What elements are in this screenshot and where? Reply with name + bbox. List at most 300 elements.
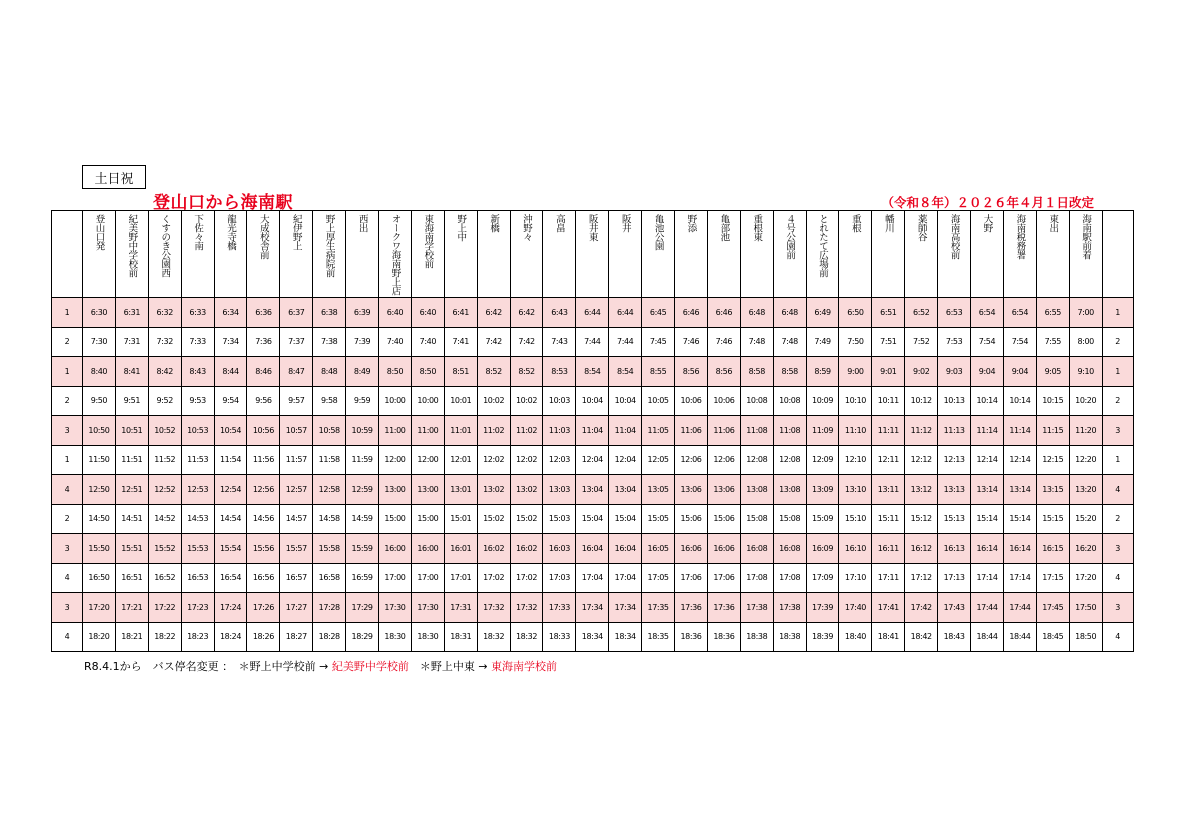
time-cell: 17:38 <box>773 593 806 623</box>
time-cell: 11:02 <box>510 416 543 446</box>
time-cell: 7:41 <box>444 327 477 357</box>
time-cell: 8:54 <box>609 357 642 387</box>
route-number: 3 <box>52 416 83 446</box>
time-cell: 11:05 <box>642 416 675 446</box>
time-cell: 6:51 <box>872 298 905 328</box>
time-cell: 16:00 <box>379 534 412 564</box>
time-cell: 15:15 <box>1036 504 1069 534</box>
time-cell: 12:08 <box>740 445 773 475</box>
time-cell: 6:41 <box>444 298 477 328</box>
time-cell: 9:04 <box>1003 357 1036 387</box>
time-cell: 6:42 <box>510 298 543 328</box>
time-cell: 16:13 <box>938 534 971 564</box>
time-cell: 11:09 <box>806 416 839 446</box>
time-cell: 10:59 <box>346 416 379 446</box>
time-cell: 7:43 <box>543 327 576 357</box>
stop-header <box>181 211 214 298</box>
stop-name: 海南税務署 <box>1014 214 1026 259</box>
time-cell: 17:44 <box>971 593 1004 623</box>
time-cell: 6:40 <box>411 298 444 328</box>
time-cell: 7:54 <box>1003 327 1036 357</box>
stop-header <box>148 211 181 298</box>
time-cell: 16:20 <box>1069 534 1102 564</box>
time-cell: 15:59 <box>346 534 379 564</box>
time-cell: 17:20 <box>1069 563 1102 593</box>
time-cell: 15:02 <box>477 504 510 534</box>
time-cell: 16:14 <box>1003 534 1036 564</box>
time-cell: 18:29 <box>346 622 379 652</box>
time-cell: 6:36 <box>247 298 280 328</box>
time-cell: 17:06 <box>707 563 740 593</box>
stop-header <box>872 211 905 298</box>
time-cell: 8:00 <box>1069 327 1102 357</box>
time-cell: 17:35 <box>642 593 675 623</box>
time-cell: 6:55 <box>1036 298 1069 328</box>
time-cell: 16:06 <box>675 534 708 564</box>
time-cell: 10:57 <box>280 416 313 446</box>
time-cell: 9:57 <box>280 386 313 416</box>
time-cell: 11:01 <box>444 416 477 446</box>
stop-name: 重根 <box>849 214 861 232</box>
time-cell: 12:00 <box>379 445 412 475</box>
time-cell: 11:03 <box>543 416 576 446</box>
time-cell: 8:50 <box>379 357 412 387</box>
time-cell: 7:40 <box>379 327 412 357</box>
time-cell: 17:30 <box>411 593 444 623</box>
time-cell: 15:02 <box>510 504 543 534</box>
time-cell: 10:54 <box>214 416 247 446</box>
time-cell: 15:08 <box>773 504 806 534</box>
time-cell: 16:53 <box>181 563 214 593</box>
time-cell: 10:12 <box>905 386 938 416</box>
time-cell: 18:40 <box>839 622 872 652</box>
time-cell: 12:06 <box>707 445 740 475</box>
time-cell: 16:04 <box>609 534 642 564</box>
time-cell: 8:48 <box>313 357 346 387</box>
time-cell: 6:30 <box>83 298 116 328</box>
route-number: 3 <box>52 593 83 623</box>
time-cell: 14:59 <box>346 504 379 534</box>
time-cell: 6:53 <box>938 298 971 328</box>
time-cell: 18:50 <box>1069 622 1102 652</box>
stop-name: 大成校舎前 <box>257 214 269 259</box>
stop-header <box>1003 211 1036 298</box>
time-cell: 11:02 <box>477 416 510 446</box>
time-cell: 15:11 <box>872 504 905 534</box>
time-cell: 7:52 <box>905 327 938 357</box>
time-cell: 18:35 <box>642 622 675 652</box>
time-cell: 17:06 <box>675 563 708 593</box>
time-cell: 8:41 <box>115 357 148 387</box>
time-cell: 17:14 <box>971 563 1004 593</box>
time-cell: 12:57 <box>280 475 313 505</box>
header-blank-cell <box>52 211 83 298</box>
stop-header <box>707 211 740 298</box>
stop-name: くすのき公園西 <box>159 214 171 277</box>
time-cell: 17:00 <box>379 563 412 593</box>
time-cell: 13:15 <box>1036 475 1069 505</box>
time-cell: 18:36 <box>675 622 708 652</box>
time-cell: 16:57 <box>280 563 313 593</box>
stop-name: 沖野々 <box>521 214 533 241</box>
route-number: 2 <box>52 327 83 357</box>
time-cell: 8:43 <box>181 357 214 387</box>
time-cell: 13:12 <box>905 475 938 505</box>
time-cell: 11:20 <box>1069 416 1102 446</box>
time-cell: 12:02 <box>510 445 543 475</box>
time-cell: 17:36 <box>707 593 740 623</box>
time-cell: 10:14 <box>971 386 1004 416</box>
stop-header <box>280 211 313 298</box>
time-cell: 10:00 <box>411 386 444 416</box>
time-cell: 11:14 <box>1003 416 1036 446</box>
time-cell: 16:06 <box>707 534 740 564</box>
time-cell: 16:01 <box>444 534 477 564</box>
time-cell: 16:08 <box>740 534 773 564</box>
time-cell: 8:53 <box>543 357 576 387</box>
stop-header <box>971 211 1004 298</box>
time-cell: 15:50 <box>83 534 116 564</box>
timetable <box>51 210 1134 652</box>
time-cell: 17:11 <box>872 563 905 593</box>
time-cell: 6:31 <box>115 298 148 328</box>
route-number-end: 1 <box>1102 357 1133 387</box>
time-cell: 12:14 <box>971 445 1004 475</box>
time-cell: 16:04 <box>576 534 609 564</box>
time-cell: 9:02 <box>905 357 938 387</box>
revision-date: （令和８年）２０２６年４月１日改定 <box>881 195 1094 210</box>
time-cell: 7:31 <box>115 327 148 357</box>
time-cell: 11:00 <box>379 416 412 446</box>
time-cell: 18:43 <box>938 622 971 652</box>
time-cell: 6:43 <box>543 298 576 328</box>
time-cell: 9:01 <box>872 357 905 387</box>
time-cell: 7:33 <box>181 327 214 357</box>
time-cell: 13:04 <box>609 475 642 505</box>
route-number-end: 3 <box>1102 593 1133 623</box>
stop-header <box>477 211 510 298</box>
time-cell: 13:00 <box>411 475 444 505</box>
stop-header <box>115 211 148 298</box>
time-cell: 7:46 <box>675 327 708 357</box>
time-cell: 12:10 <box>839 445 872 475</box>
stop-header <box>576 211 609 298</box>
time-cell: 18:42 <box>905 622 938 652</box>
time-cell: 8:47 <box>280 357 313 387</box>
time-cell: 17:05 <box>642 563 675 593</box>
time-cell: 12:00 <box>411 445 444 475</box>
route-number: 4 <box>52 622 83 652</box>
stop-name: オークワ海南野上店 <box>389 214 401 295</box>
time-cell: 7:00 <box>1069 298 1102 328</box>
time-cell: 17:02 <box>477 563 510 593</box>
stop-header <box>411 211 444 298</box>
time-cell: 7:44 <box>576 327 609 357</box>
time-cell: 11:14 <box>971 416 1004 446</box>
time-cell: 18:34 <box>576 622 609 652</box>
time-cell: 18:41 <box>872 622 905 652</box>
stop-name: 龍光寺橋 <box>225 214 236 250</box>
time-cell: 7:42 <box>510 327 543 357</box>
time-cell: 12:13 <box>938 445 971 475</box>
page-title: 登山口から海南駅 <box>153 193 293 213</box>
time-cell: 13:05 <box>642 475 675 505</box>
time-cell: 17:39 <box>806 593 839 623</box>
time-cell: 9:03 <box>938 357 971 387</box>
time-cell: 10:01 <box>444 386 477 416</box>
time-cell: 18:30 <box>379 622 412 652</box>
trip-row <box>52 504 1134 534</box>
time-cell: 9:52 <box>148 386 181 416</box>
time-cell: 11:59 <box>346 445 379 475</box>
stop-name: 野添 <box>685 214 697 232</box>
time-cell: 14:53 <box>181 504 214 534</box>
stop-header <box>379 211 412 298</box>
time-cell: 12:09 <box>806 445 839 475</box>
time-cell: 11:06 <box>707 416 740 446</box>
route-number-end: 3 <box>1102 534 1133 564</box>
day-type-badge: 土日祝 <box>82 165 146 189</box>
time-cell: 6:46 <box>707 298 740 328</box>
stop-header <box>642 211 675 298</box>
time-cell: 17:21 <box>115 593 148 623</box>
stop-name: ４号公園前 <box>784 214 796 259</box>
time-cell: 7:44 <box>609 327 642 357</box>
note-new-name-1: 紀美野中学校前 <box>331 660 409 673</box>
time-cell: 11:52 <box>148 445 181 475</box>
time-cell: 15:06 <box>675 504 708 534</box>
route-number-end: 1 <box>1102 298 1133 328</box>
stop-header <box>1069 211 1102 298</box>
time-cell: 18:31 <box>444 622 477 652</box>
route-number-end: 3 <box>1102 416 1133 446</box>
time-cell: 10:52 <box>148 416 181 446</box>
stop-name: 野上中 <box>455 214 467 241</box>
time-cell: 18:23 <box>181 622 214 652</box>
time-cell: 12:56 <box>247 475 280 505</box>
stop-name: 下佐々南 <box>192 214 204 250</box>
time-cell: 7:53 <box>938 327 971 357</box>
time-cell: 10:02 <box>477 386 510 416</box>
time-cell: 16:50 <box>83 563 116 593</box>
stop-name: 大野 <box>981 214 993 232</box>
time-cell: 12:04 <box>576 445 609 475</box>
stop-name: 西出 <box>356 214 368 232</box>
time-cell: 16:51 <box>115 563 148 593</box>
time-cell: 13:00 <box>379 475 412 505</box>
time-cell: 8:52 <box>510 357 543 387</box>
time-cell: 13:02 <box>477 475 510 505</box>
time-cell: 17:01 <box>444 563 477 593</box>
route-number: 1 <box>52 298 83 328</box>
time-cell: 13:06 <box>675 475 708 505</box>
time-cell: 8:51 <box>444 357 477 387</box>
time-cell: 16:56 <box>247 563 280 593</box>
time-cell: 17:15 <box>1036 563 1069 593</box>
time-cell: 8:46 <box>247 357 280 387</box>
stop-name: とれたて広場前 <box>817 214 829 277</box>
route-number: 2 <box>52 504 83 534</box>
time-cell: 10:11 <box>872 386 905 416</box>
time-cell: 10:51 <box>115 416 148 446</box>
time-cell: 13:08 <box>773 475 806 505</box>
stop-header <box>346 211 379 298</box>
time-cell: 18:27 <box>280 622 313 652</box>
time-cell: 18:26 <box>247 622 280 652</box>
time-cell: 6:48 <box>773 298 806 328</box>
route-number-end: 1 <box>1102 445 1133 475</box>
time-cell: 13:06 <box>707 475 740 505</box>
time-cell: 8:50 <box>411 357 444 387</box>
time-cell: 7:46 <box>707 327 740 357</box>
stop-header <box>543 211 576 298</box>
time-cell: 18:44 <box>1003 622 1036 652</box>
time-cell: 6:54 <box>971 298 1004 328</box>
trip-row <box>52 357 1134 387</box>
time-cell: 15:00 <box>379 504 412 534</box>
stop-name: 薬師谷 <box>915 214 927 241</box>
time-cell: 17:28 <box>313 593 346 623</box>
time-cell: 15:54 <box>214 534 247 564</box>
time-cell: 17:08 <box>740 563 773 593</box>
trip-row <box>52 386 1134 416</box>
time-cell: 13:09 <box>806 475 839 505</box>
stop-name: 幡川 <box>882 214 894 232</box>
time-cell: 8:59 <box>806 357 839 387</box>
note-middle: ＊野上中東 → <box>408 660 492 673</box>
time-cell: 16:12 <box>905 534 938 564</box>
stop-name: 海南高校前 <box>948 214 960 259</box>
time-cell: 11:08 <box>773 416 806 446</box>
stop-name: 重根東 <box>751 214 763 241</box>
time-cell: 12:03 <box>543 445 576 475</box>
time-cell: 17:38 <box>740 593 773 623</box>
stop-name: 海南駅前着 <box>1080 214 1092 259</box>
time-cell: 15:51 <box>115 534 148 564</box>
time-cell: 17:26 <box>247 593 280 623</box>
time-cell: 17:04 <box>576 563 609 593</box>
time-cell: 14:54 <box>214 504 247 534</box>
time-cell: 11:06 <box>675 416 708 446</box>
time-cell: 12:58 <box>313 475 346 505</box>
time-cell: 18:20 <box>83 622 116 652</box>
stop-name: 東海南学校前 <box>422 214 434 268</box>
time-cell: 17:22 <box>148 593 181 623</box>
time-cell: 11:51 <box>115 445 148 475</box>
trip-row <box>52 622 1134 652</box>
time-cell: 7:42 <box>477 327 510 357</box>
time-cell: 8:40 <box>83 357 116 387</box>
time-cell: 17:27 <box>280 593 313 623</box>
time-cell: 6:50 <box>839 298 872 328</box>
time-cell: 6:32 <box>148 298 181 328</box>
time-cell: 15:01 <box>444 504 477 534</box>
time-cell: 7:48 <box>773 327 806 357</box>
trip-row <box>52 416 1134 446</box>
time-cell: 16:03 <box>543 534 576 564</box>
time-cell: 10:58 <box>313 416 346 446</box>
time-cell: 13:20 <box>1069 475 1102 505</box>
time-cell: 15:12 <box>905 504 938 534</box>
route-number: 4 <box>52 475 83 505</box>
time-cell: 15:04 <box>609 504 642 534</box>
time-cell: 7:51 <box>872 327 905 357</box>
stop-header <box>740 211 773 298</box>
time-cell: 8:58 <box>740 357 773 387</box>
time-cell: 16:59 <box>346 563 379 593</box>
route-number: 2 <box>52 386 83 416</box>
time-cell: 15:03 <box>543 504 576 534</box>
time-cell: 11:15 <box>1036 416 1069 446</box>
time-cell: 12:02 <box>477 445 510 475</box>
time-cell: 11:00 <box>411 416 444 446</box>
time-cell: 10:08 <box>773 386 806 416</box>
time-cell: 16:02 <box>477 534 510 564</box>
time-cell: 12:01 <box>444 445 477 475</box>
stop-header <box>247 211 280 298</box>
time-cell: 7:34 <box>214 327 247 357</box>
time-cell: 13:14 <box>1003 475 1036 505</box>
route-number-end: 2 <box>1102 504 1133 534</box>
time-cell: 14:56 <box>247 504 280 534</box>
time-cell: 6:48 <box>740 298 773 328</box>
time-cell: 6:40 <box>379 298 412 328</box>
time-cell: 11:10 <box>839 416 872 446</box>
stop-header <box>83 211 116 298</box>
time-cell: 17:36 <box>675 593 708 623</box>
time-cell: 10:08 <box>740 386 773 416</box>
time-cell: 16:09 <box>806 534 839 564</box>
time-cell: 16:00 <box>411 534 444 564</box>
time-cell: 7:38 <box>313 327 346 357</box>
time-cell: 14:57 <box>280 504 313 534</box>
time-cell: 11:04 <box>576 416 609 446</box>
time-cell: 17:40 <box>839 593 872 623</box>
time-cell: 7:50 <box>839 327 872 357</box>
time-cell: 11:57 <box>280 445 313 475</box>
time-cell: 13:01 <box>444 475 477 505</box>
time-cell: 6:49 <box>806 298 839 328</box>
time-cell: 7:32 <box>148 327 181 357</box>
time-cell: 17:43 <box>938 593 971 623</box>
time-cell: 9:10 <box>1069 357 1102 387</box>
time-cell: 6:44 <box>576 298 609 328</box>
time-cell: 18:39 <box>806 622 839 652</box>
time-cell: 6:42 <box>477 298 510 328</box>
time-cell: 7:30 <box>83 327 116 357</box>
time-cell: 7:45 <box>642 327 675 357</box>
time-cell: 12:05 <box>642 445 675 475</box>
time-cell: 9:04 <box>971 357 1004 387</box>
route-number: 1 <box>52 445 83 475</box>
time-cell: 10:20 <box>1069 386 1102 416</box>
time-cell: 6:52 <box>905 298 938 328</box>
time-cell: 10:50 <box>83 416 116 446</box>
time-cell: 9:51 <box>115 386 148 416</box>
time-cell: 17:45 <box>1036 593 1069 623</box>
time-cell: 15:14 <box>971 504 1004 534</box>
time-cell: 6:54 <box>1003 298 1036 328</box>
time-cell: 15:05 <box>642 504 675 534</box>
time-cell: 6:33 <box>181 298 214 328</box>
time-cell: 9:56 <box>247 386 280 416</box>
time-cell: 18:32 <box>477 622 510 652</box>
time-cell: 10:03 <box>543 386 576 416</box>
time-cell: 17:10 <box>839 563 872 593</box>
stop-header <box>839 211 872 298</box>
time-cell: 7:40 <box>411 327 444 357</box>
note-new-name-2: 東海南学校前 <box>491 660 558 673</box>
